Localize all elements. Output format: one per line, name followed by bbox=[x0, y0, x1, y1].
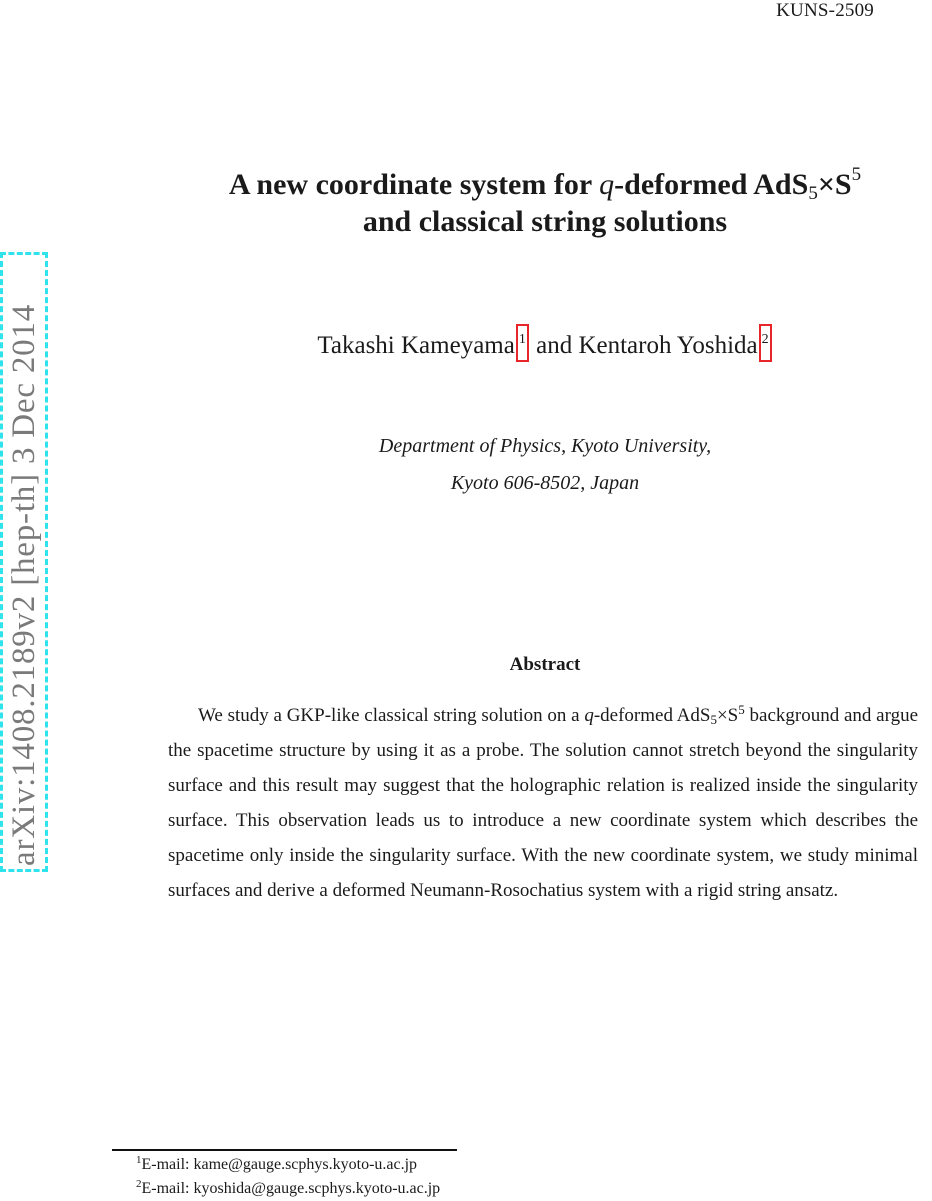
author-name: Takashi Kameyama bbox=[317, 332, 515, 359]
footnote-link-1[interactable]: 1 bbox=[516, 324, 529, 362]
affiliation-line: Kyoto 606-8502, Japan bbox=[450, 472, 640, 494]
author-connector: and bbox=[529, 332, 579, 359]
footnote-link-2[interactable]: 2 bbox=[759, 324, 772, 362]
footnotes bbox=[136, 1153, 440, 1201]
footnote-1: $^1$E-mail: kame@gauge.scphys.kyoto-u.ac.jp bbox=[136, 1154, 418, 1173]
paper-title bbox=[150, 166, 932, 240]
affiliation-line: Department of Physics, Kyoto University, bbox=[378, 435, 712, 457]
report-number: KUNS-2509 bbox=[776, 0, 874, 21]
footnote-2: $^2$E-mail: kyoshida@gauge.scphys.kyoto-u.ac.jp bbox=[136, 1178, 441, 1197]
abstract-heading: Abstract bbox=[509, 654, 581, 675]
affiliation bbox=[150, 428, 932, 502]
author-name: Kentaroh Yoshida bbox=[578, 332, 758, 359]
author-list bbox=[150, 324, 932, 363]
arxiv-identifier[interactable]: arXiv:1408.2189v2 [hep-th] 3 Dec 2014 bbox=[6, 303, 42, 866]
footnote-divider bbox=[112, 1149, 457, 1151]
title-line-2: and classical string solutions bbox=[362, 205, 728, 238]
abstract-text: We study a GKP-like classical string solution on a q-deformed $AdS_5\times S^5$ background and argue the spacetime structure by using it as a probe. The solution cannot stretch beyond the singularity surface and this result may suggest that the holographic relation is realized inside the singularity surface. This observation leads us to introduce a new coordinate system which describes the spacetime only inside the singularity surface. With the new coordinate system, we study minimal surfaces and derive a deformed Neumann-Rosochatius system with a rigid string ansatz. bbox=[168, 702, 918, 901]
title-line-1: A new coordinate system for q-deformed $AdS_5\times S^5$ bbox=[228, 164, 862, 204]
